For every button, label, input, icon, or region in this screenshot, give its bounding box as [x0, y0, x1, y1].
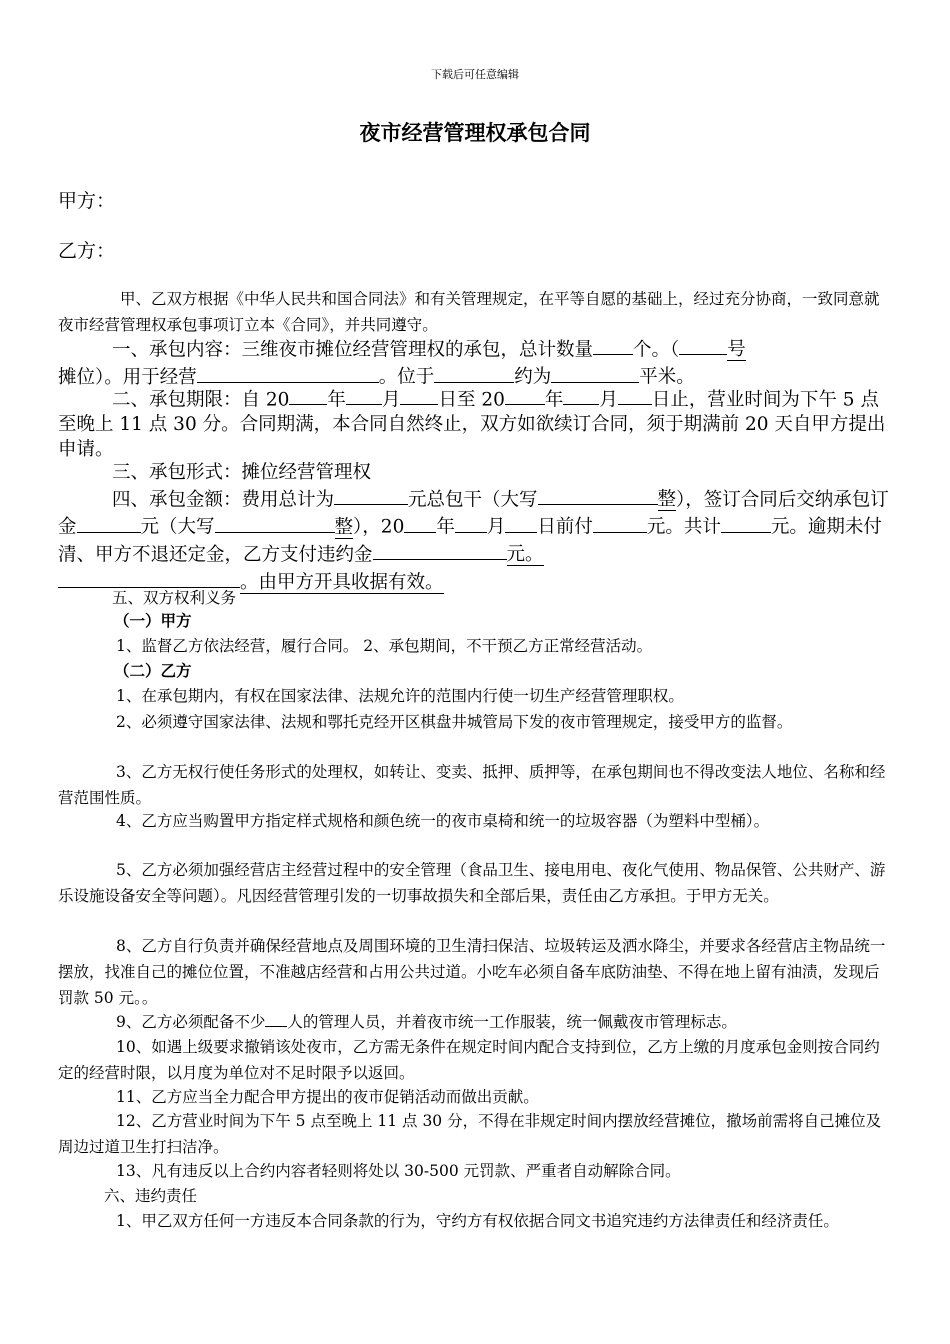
party-b-clause-13: 13、凡有违反以上合约内容者轻则将处以 30-500 元罚款、严重者自动解除合同。 [116, 1162, 681, 1180]
party-a-label: 甲方： [58, 190, 116, 212]
party-b-subheading: （二）乙方 [114, 661, 192, 680]
party-b-clause-11: 11、乙方应当全力配合甲方提出的夜市促销活动而做出贡献。 [116, 1088, 539, 1106]
party-b-clause-12: 12、乙方营业时间为下午 5 点至晚上 11 点 30 分，不得在非规定时间内摆放经营摊位，撤场前需将自己摊位及周边过道卫生打扫洁净。 [58, 1112, 882, 1156]
party-b-clause-8: 8、乙方自行负责并确保经营地点及周围环境的卫生清扫保洁、垃圾转运及洒水降尘，并要求各经营店主物品统一摆放，找准自己的摊位位置，不准越店经营和占用公共过道。小吃车必须自备车底防油垫、不得在地上留有油渍，发现后罚款 50 元。。 [58, 937, 886, 1007]
party-b-clause-4: 4、乙方应当购置甲方指定样式规格和颜色统一的夜市桌椅和统一的垃圾容器（为塑料中型桶）。 [116, 812, 770, 830]
section-5-title: 五、双方权利义务 [112, 589, 237, 607]
section-3-form: 三、承包形式：摊位经营管理权 [112, 462, 372, 483]
party-b-clause-3: 3、乙方无权行使任务形式的处理权，如转让、变卖、抵押、质押等，在承包期间也不得改变法人地位、名称和经营范围性质。 [58, 763, 886, 807]
party-b-clause-10: 10、如遇上级要求撤销该处夜市，乙方需无条件在规定时间内配合支持到位，乙方上缴的月度承包金则按合同约定的经营时限，以月度为单位对不足时限予以返回。 [58, 1038, 880, 1082]
preamble: 甲、乙双方根据《中华人民共和国合同法》和有关管理规定，在平等自愿的基础上，经过充分协商，一致同意就夜市经营管理权承包事项订立本《合同》，并共同遵守。 [58, 290, 880, 334]
party-b-label: 乙方： [58, 240, 116, 262]
party-b-clause-9: 9、乙方必须配备不少 人的管理人员，并着夜市统一工作服装，统一佩戴夜市管理标志。 [58, 1009, 892, 1035]
party-a-subheading: （一）甲方 [114, 611, 192, 630]
section-6-title: 六、违约责任 [104, 1187, 198, 1205]
header-note: 下载后可任意编辑 [431, 68, 519, 81]
section-4-amount: 四、承包金额：费用总计为 元总包干（大写 整），签订合同后交纳承包订金 元（大写 整），20 年 月 日前付 元。共计 元。逾期未付清、甲方不退还定金，乙方支付违约金 元。 。由甲方开具收据有效。 [58, 485, 892, 595]
party-b-clause-2: 2、必须遵守国家法律、法规和鄂托克经开区棋盘井城管局下发的夜市管理规定，接受甲方的监督。 [116, 713, 793, 731]
party-a-obligations: 1、监督乙方依法经营，履行合同。 2、承包期间，不干预乙方正常经营活动。 [116, 637, 653, 655]
document-title: 夜市经营管理权承包合同 [359, 121, 591, 145]
section-2-term: 二、承包期限：自 20 年 月 日至 20 年 月 日止，营业时间为下午 5 点至晚上 11 点 30 分。合同期满，本合同自然终止，双方如欲续订合同，须于期满前 20 天自甲方提出申请。 [58, 385, 892, 462]
section-6-clause-1: 1、甲乙双方任何一方违反本合同条款的行为，守约方有权依据合同文书追究违约方法律责任和经济责任。 [116, 1212, 839, 1230]
party-b-clause-1: 1、在承包期内，有权在国家法律、法规允许的范围内行使一切生产经营管理职权。 [116, 687, 684, 705]
party-b-clause-5: 5、乙方必须加强经营店主经营过程中的安全管理（食品卫生、接电用电、夜化气使用、物品保管、公共财产、游乐设施设备安全等问题）。凡因经营管理引发的一切事故损失和全部后果，责任由乙方承担。于甲方无关。 [58, 861, 886, 905]
section-1-content: 一、承包内容：三维夜市摊位经营管理权的承包，总计数量 个。（ 号 摊位）。用于经营 。位于 约为 平米。 [58, 335, 892, 390]
